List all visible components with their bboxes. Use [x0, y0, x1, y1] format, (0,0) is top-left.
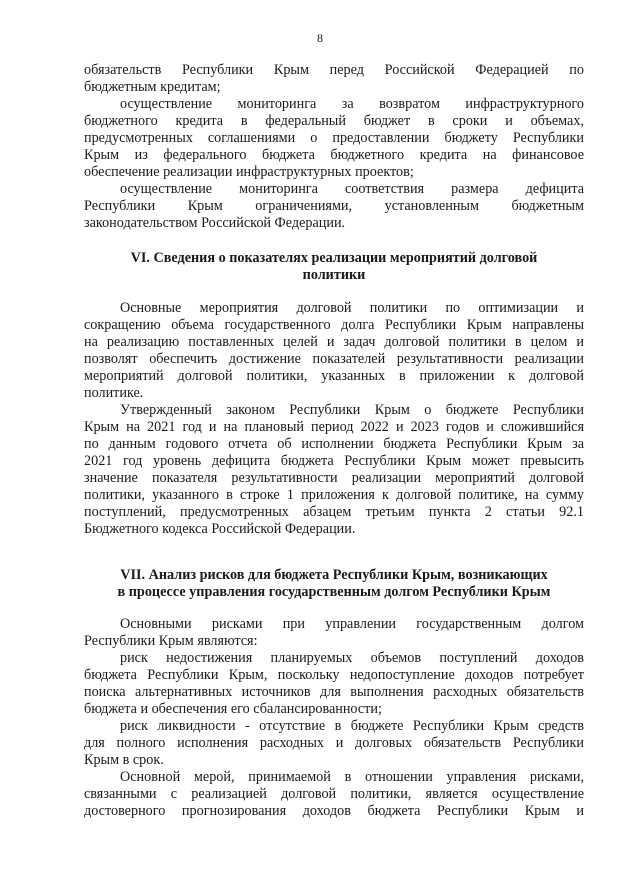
heading-line: VI. Сведения о показателях реализации мероприятий долговой: [130, 250, 538, 266]
text-line: бюджетного кредита в федеральный бюджет в сроки и объемах,: [84, 113, 584, 129]
text-line: политики, указанного в строке 1 приложения к долговой политике, на сумму: [84, 487, 584, 503]
text-line: по данным годового отчета об исполнении бюджета Республики Крым за: [84, 436, 584, 452]
text-line: Крым из федерального бюджета бюджетного кредита на финансовое: [84, 147, 584, 163]
text-line: Утвержденный законом Республики Крым о бюджете Республики: [120, 402, 584, 418]
text-line: осуществление мониторинга за возвратом инфраструктурного: [120, 96, 584, 112]
text-line: Основные мероприятия долговой политики по оптимизации и: [120, 300, 584, 316]
text-line: Крым в срок.: [84, 752, 164, 768]
heading-line: VII. Анализ рисков для бюджета Республики Крым, возникающих: [120, 567, 548, 583]
text-line: Основными рисками при управлении государственным долгом: [120, 616, 584, 632]
text-line: законодательством Российской Федерации.: [84, 215, 346, 231]
paragraph-block-3: [84, 616, 584, 820]
text-line: значение показателя результативности реализации мероприятий долговой: [84, 470, 584, 486]
text-line: Республики Крым являются:: [84, 633, 258, 649]
text-line: достоверного прогнозирования доходов бюджета Республики Крым и: [84, 803, 584, 819]
text-line: бюджета Республики Крым, поскольку недопоступление доходов потребует: [84, 667, 584, 683]
text-line: бюджета и обеспечения его сбалансированности;: [84, 701, 382, 717]
text-line: поиска альтернативных источников для выполнения расходных обязательств: [84, 684, 584, 700]
text-line: мероприятий долговой политики, указанных в приложении к долговой: [84, 368, 584, 384]
text-line: на реализацию поставленных целей и задач долговой политики в целом и: [84, 334, 584, 350]
heading-line: политики: [302, 267, 366, 283]
section-heading-6: [84, 250, 584, 284]
section-heading-7: [84, 567, 584, 601]
text-line: предусмотренных соглашениями о предоставлении бюджету Республики: [84, 130, 584, 146]
text-line: обеспечение реализации инфраструктурных проектов;: [84, 164, 414, 180]
text-line: Бюджетного кодекса Российской Федерации.: [84, 521, 356, 537]
paragraph-block-2: [84, 300, 584, 538]
text-line: осуществление мониторинга соответствия размера дефицита: [120, 181, 584, 197]
text-line: риск ликвидности - отсутствие в бюджете Республики Крым средств: [120, 718, 584, 734]
text-line: Основной мерой, принимаемой в отношении управления рисками,: [120, 769, 584, 785]
text-line: риск недостижения планируемых объемов поступлений доходов: [120, 650, 584, 666]
paragraph-block-1: [84, 62, 584, 232]
text-line: поступлений, предусмотренных абзацем третьим пункта 2 статьи 92.1: [84, 504, 584, 520]
heading-line: в процессе управления государственным долгом Республики Крым: [117, 584, 551, 600]
text-line: политике.: [84, 385, 144, 401]
text-line: обязательств Республики Крым перед Российской Федерацией по: [84, 62, 584, 78]
page-number: 8: [317, 31, 323, 45]
text-line: для полного исполнения расходных и долговых обязательств Республики: [84, 735, 584, 751]
text-line: Крым на 2021 год и на плановый период 2022 и 2023 годов и сложившийся: [84, 419, 584, 435]
text-line: Республики Крым ограничениями, установленным бюджетным: [84, 198, 584, 214]
text-line: 2021 год уровень дефицита бюджета Республики Крым может превысить: [84, 453, 584, 469]
text-line: позволят обеспечить достижение показателей результативности реализации: [84, 351, 584, 367]
text-line: связанными с реализацией долговой политики, является осуществление: [84, 786, 584, 802]
text-line: бюджетным кредитам;: [84, 79, 221, 95]
text-line: сокращению объема государственного долга Республики Крым направлены: [84, 317, 584, 333]
